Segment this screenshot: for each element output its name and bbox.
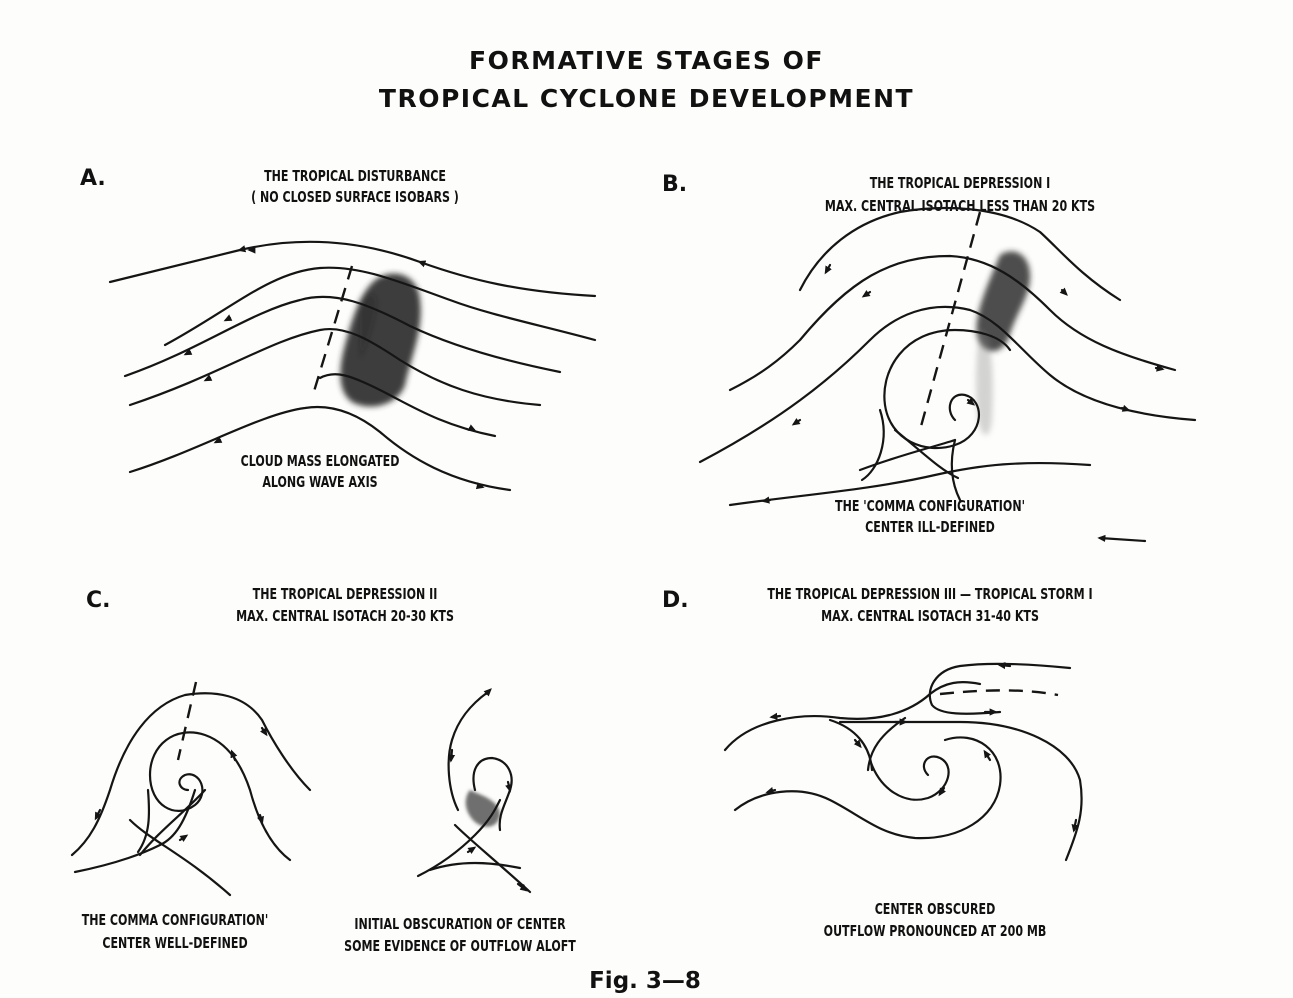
panel-b-streamline-arrow: [864, 292, 870, 296]
panel-c-right-diagram: [418, 690, 530, 892]
panel-b-streamline-arrow: [1156, 368, 1162, 369]
panel-c-streamline-arrow: [180, 836, 186, 840]
panel-c-right-arrow: [451, 750, 452, 760]
panel-b-streamline-arrow: [826, 265, 830, 272]
panel-c-convergence-line: [138, 790, 149, 852]
panel-c-right-arrow: [508, 782, 510, 790]
panel-d-outflow-axis: [940, 690, 1058, 695]
panel-b-note-2: CENTER ILL-DEFINED: [865, 518, 995, 536]
panel-a-streamline-arrow: [186, 352, 190, 354]
panel-d-streamline-arrow: [855, 740, 860, 746]
panel-a-heading-2: ( NO CLOSED SURFACE ISOBARS ): [251, 188, 459, 206]
panel-d-heading-1: THE TROPICAL DEPRESSION III — TROPICAL STORM I: [767, 585, 1093, 603]
panel-a-streamline: [130, 329, 540, 405]
panel-a-heading-1: THE TROPICAL DISTURBANCE: [264, 167, 446, 185]
panel-b-streamline: [730, 463, 1090, 505]
panel-b-streamline-arrow: [1062, 290, 1066, 294]
figure-title-line1: FORMATIVE STAGES OF: [469, 46, 824, 75]
panel-c-note-2-line1: INITIAL OBSCURATION OF CENTER: [354, 915, 566, 933]
panel-a-cloud-mass: [340, 274, 420, 407]
panel-c-left-diagram: [72, 682, 310, 895]
panel-a-streamline-arrow: [478, 486, 482, 487]
panel-d-diagram: [725, 664, 1082, 860]
panel-d-streamline-arrow: [768, 790, 775, 792]
panel-d-streamline-arrow: [772, 716, 780, 717]
figure-label: Fig. 3—8: [589, 968, 701, 994]
panel-b-letter: B.: [662, 172, 688, 197]
panel-c-spiral-center: [150, 732, 290, 860]
panel-c-right-streamline: [449, 692, 488, 810]
panel-d-convergence-line: [830, 720, 872, 770]
panel-d-streamline-arrow: [1074, 820, 1076, 830]
panel-b-diagram: [700, 208, 1195, 541]
panel-a-note-1: CLOUD MASS ELONGATED: [240, 452, 400, 470]
panel-c-streamline-arrow: [232, 752, 235, 760]
panel-b-heading-2: MAX. CENTRAL ISOTACH LESS THAN 20 KTS: [824, 197, 1096, 215]
panel-b-streamline: [730, 256, 1175, 390]
panel-d-heading-2: MAX. CENTRAL ISOTACH 31-40 KTS: [821, 607, 1039, 625]
panel-d-note-2: OUTFLOW PRONOUNCED AT 200 MB: [823, 922, 1047, 940]
panel-d-note-1: CENTER OBSCURED: [874, 900, 996, 918]
panel-b-spiral-arrow: [968, 400, 973, 404]
panel-c-heading-1: THE TROPICAL DEPRESSION II: [252, 585, 438, 603]
panel-a-streamline-arrow: [206, 378, 210, 380]
panel-c-heading-2: MAX. CENTRAL ISOTACH 20-30 KTS: [236, 607, 454, 625]
panel-d-streamline: [725, 682, 980, 750]
panel-c-convergence-line: [130, 820, 230, 895]
panel-c-letter: C.: [86, 588, 111, 613]
panel-d-streamline: [840, 722, 1082, 860]
panel-c-right-arrow: [468, 848, 474, 852]
panel-c-right-convergence: [455, 825, 530, 892]
panel-c-convergence-line: [140, 790, 205, 855]
panel-d-streamline-arrow: [985, 752, 990, 760]
panel-c-right-arrow: [486, 690, 490, 694]
panel-c-right-convergence: [430, 863, 520, 870]
panel-c-note-1-line1: THE COMMA CONFIGURATION': [81, 911, 269, 929]
panel-b-note-1: THE 'COMMA CONFIGURATION': [835, 497, 1025, 515]
figure-title-line2: TROPICAL CYCLONE DEVELOPMENT: [378, 84, 915, 113]
panel-d-spiral-center: [870, 756, 949, 799]
panel-b-heading-1: THE TROPICAL DEPRESSION I: [869, 174, 1051, 192]
panel-b-streamline-arrow: [764, 500, 770, 501]
panel-a-streamline: [130, 407, 510, 490]
panel-a-diagram: [110, 242, 595, 490]
panel-b-streamline-arrow: [794, 420, 800, 424]
panel-d-letter: D.: [662, 588, 689, 613]
panel-b-convergence-line: [862, 410, 884, 480]
panel-d-outflow-arrow: [1000, 665, 1010, 666]
panel-b-streamline: [1100, 538, 1145, 541]
panel-c-note-2-line2: SOME EVIDENCE OF OUTFLOW ALOFT: [344, 937, 576, 955]
panel-a-streamline-arrow: [216, 440, 220, 442]
panel-c-note-1-line2: CENTER WELL-DEFINED: [102, 934, 248, 952]
panel-d-convergence-line: [868, 718, 905, 770]
panel-d-outflow-streamline: [930, 664, 1070, 714]
panel-a-streamline-arrow: [226, 318, 230, 320]
panel-a-letter: A.: [80, 166, 106, 191]
panel-a-note-2: ALONG WAVE AXIS: [262, 473, 378, 491]
